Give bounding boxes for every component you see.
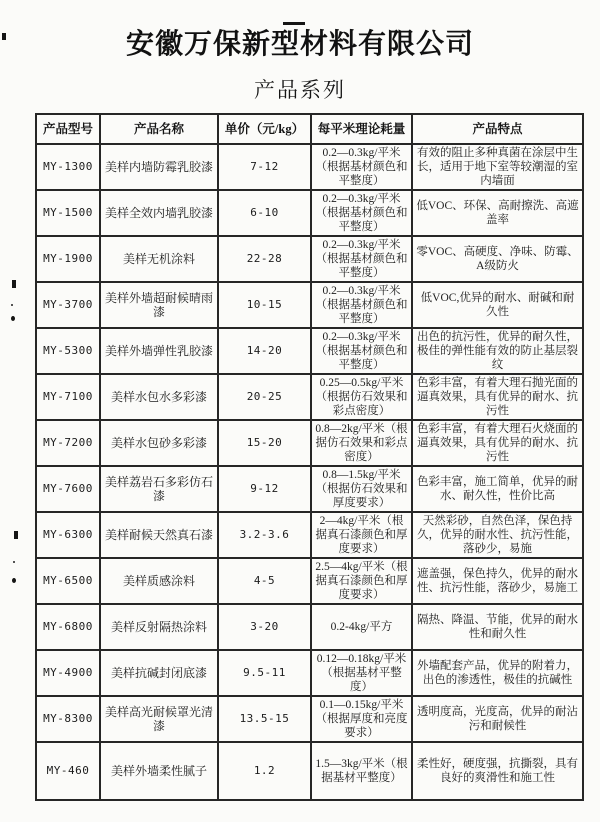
table-row: [36, 190, 583, 236]
cell-features: 透明度高，光度高，优异的耐沾污和耐候性: [412, 696, 583, 742]
cell-consumption: 0.2—0.3kg/平米（根据基材颜色和平整度）: [311, 144, 412, 190]
cell-features: 色彩丰富，有着大理石抛光面的逼真效果，具有优异的耐水、抗污性: [412, 374, 583, 420]
table-row: [36, 420, 583, 466]
cell-product-name: 美样抗碱封闭底漆: [100, 650, 218, 696]
cell-product-name: 美样高光耐候罩光清漆: [100, 696, 218, 742]
cell-product-name: 美样耐候天然真石漆: [100, 512, 218, 558]
cell-unit-price: 3.2-3.6: [218, 512, 311, 558]
cell-product-name: 美样无机涂料: [100, 236, 218, 282]
cell-unit-price: 6-10: [218, 190, 311, 236]
cell-unit-price: 10-15: [218, 282, 311, 328]
cell-features: 遮盖强，保色持久，优异的耐水性、抗污性能，落砂少，易施工: [412, 558, 583, 604]
cell-features: 天然彩砂，自然色泽，保色持久，优异的耐水性、抗污性能，落砂少，易施: [412, 512, 583, 558]
cell-unit-price: 9.5-11: [218, 650, 311, 696]
cell-unit-price: 15-20: [218, 420, 311, 466]
cell-consumption: 0.1—0.15kg/平米（根据厚度和亮度要求）: [311, 696, 412, 742]
cell-unit-price: 9-12: [218, 466, 311, 512]
cell-product-name: 美样外墙超耐候晴雨漆: [100, 282, 218, 328]
cell-features: 低VOC,优异的耐水、耐碱和耐久性: [412, 282, 583, 328]
cell-product-name: 美样反射隔热涂料: [100, 604, 218, 650]
table-row: [36, 512, 583, 558]
cell-features: 色彩丰富，施工简单，优异的耐水、耐久性，性价比高: [412, 466, 583, 512]
cell-consumption: 0.8—1.5kg/平米（根据仿石效果和厚度要求）: [311, 466, 412, 512]
cell-consumption: 0.25—0.5kg/平米（根据仿石效果和彩点密度）: [311, 374, 412, 420]
cell-consumption: 2.5—4kg/平米（根据真石漆颜色和厚度要求）: [311, 558, 412, 604]
column-header: 产品特点: [412, 114, 583, 144]
cell-model: MY-6300: [36, 512, 100, 558]
cell-consumption: 2—4kg/平米（根据真石漆颜色和厚度要求）: [311, 512, 412, 558]
cell-consumption: 0.2—0.3kg/平米（根据基材颜色和平整度）: [311, 282, 412, 328]
cell-features: 外墙配套产品，优异的附着力，出色的渗透性，极佳的抗碱性: [412, 650, 583, 696]
cell-model: MY-8300: [36, 696, 100, 742]
cell-model: MY-4900: [36, 650, 100, 696]
cell-product-name: 美样荔岩石多彩仿石漆: [100, 466, 218, 512]
cell-model: MY-6500: [36, 558, 100, 604]
cell-unit-price: 22-28: [218, 236, 311, 282]
company-title: 安徽万保新型材料有限公司: [125, 29, 474, 60]
cell-features: 低VOC、环保、高耐擦洗、高遮盖率: [412, 190, 583, 236]
cell-model: MY-7200: [36, 420, 100, 466]
cell-features: 隔热、降温、节能，优异的耐水性和耐久性: [412, 604, 583, 650]
product-table-body: [36, 144, 583, 800]
cell-consumption: 0.2-4kg/平方: [311, 604, 412, 650]
table-row: [36, 650, 583, 696]
table-header-row: [36, 114, 583, 144]
table-row: [36, 742, 583, 800]
cell-product-name: 美样水包水多彩漆: [100, 374, 218, 420]
cell-consumption: 0.12—0.18kg/平米（根据基材平整度）: [311, 650, 412, 696]
cell-model: MY-460: [36, 742, 100, 800]
table-row: [36, 696, 583, 742]
scan-artifact: [11, 316, 15, 321]
cell-unit-price: 3-20: [218, 604, 311, 650]
cell-model: MY-1900: [36, 236, 100, 282]
cell-consumption: 0.2—0.3kg/平米（根据基材颜色和平整度）: [311, 328, 412, 374]
cell-unit-price: 1.2: [218, 742, 311, 800]
table-row: [36, 558, 583, 604]
product-table: [35, 113, 584, 801]
cell-product-name: 美样内墙防霉乳胶漆: [100, 144, 218, 190]
cell-model: MY-3700: [36, 282, 100, 328]
page-subtitle: 产品系列: [254, 78, 346, 102]
cell-consumption: 0.2—0.3kg/平米（根据基材颜色和平整度）: [311, 190, 412, 236]
cell-unit-price: 4-5: [218, 558, 311, 604]
column-header: 产品型号: [36, 114, 100, 144]
column-header: 每平米理论耗量: [311, 114, 412, 144]
scan-artifact: [11, 304, 13, 306]
column-header: 单价（元/kg）: [218, 114, 311, 144]
cell-features: 零VOC、高硬度、净味、防霉、A级防火: [412, 236, 583, 282]
cell-unit-price: 14-20: [218, 328, 311, 374]
cell-features: 色彩丰富，有着大理石火烧面的逼真效果，具有优异的耐水、抗污性: [412, 420, 583, 466]
cell-model: MY-1300: [36, 144, 100, 190]
cell-product-name: 美样外墙柔性腻子: [100, 742, 218, 800]
scan-artifact: [13, 561, 15, 563]
scan-artifact: [12, 578, 16, 583]
cell-unit-price: 20-25: [218, 374, 311, 420]
scan-artifact: [14, 531, 18, 539]
table-row: [36, 374, 583, 420]
scan-artifact: [283, 22, 305, 25]
scan-artifact: [2, 33, 6, 40]
cell-product-name: 美样质感涂料: [100, 558, 218, 604]
cell-consumption: 0.2—0.3kg/平米（根据基材颜色和平整度）: [311, 236, 412, 282]
table-row: [36, 236, 583, 282]
cell-features: 有效的阻止多种真菌在涂层中生长，适用于地下室等较潮湿的室内墙面: [412, 144, 583, 190]
table-row: [36, 604, 583, 650]
cell-product-name: 美样全效内墙乳胶漆: [100, 190, 218, 236]
table-row: [36, 282, 583, 328]
cell-unit-price: 13.5-15: [218, 696, 311, 742]
cell-product-name: 美样外墙弹性乳胶漆: [100, 328, 218, 374]
table-row: [36, 466, 583, 512]
cell-model: MY-7600: [36, 466, 100, 512]
cell-consumption: 0.8—2kg/平米（根据仿石效果和彩点密度）: [311, 420, 412, 466]
cell-features: 出色的抗污性，优异的耐久性，极佳的弹性能有效的防止基层裂纹: [412, 328, 583, 374]
cell-features: 柔性好，硬度强，抗撕裂，具有良好的爽滑性和施工性: [412, 742, 583, 800]
scan-artifact: [12, 280, 16, 288]
cell-model: MY-6800: [36, 604, 100, 650]
table-row: [36, 144, 583, 190]
scanned-page: [0, 22, 600, 822]
cell-product-name: 美样水包砂多彩漆: [100, 420, 218, 466]
cell-model: MY-1500: [36, 190, 100, 236]
cell-unit-price: 7-12: [218, 144, 311, 190]
cell-model: MY-7100: [36, 374, 100, 420]
table-row: [36, 328, 583, 374]
cell-consumption: 1.5—3kg/平米（根据基材平整度）: [311, 742, 412, 800]
cell-model: MY-5300: [36, 328, 100, 374]
column-header: 产品名称: [100, 114, 218, 144]
